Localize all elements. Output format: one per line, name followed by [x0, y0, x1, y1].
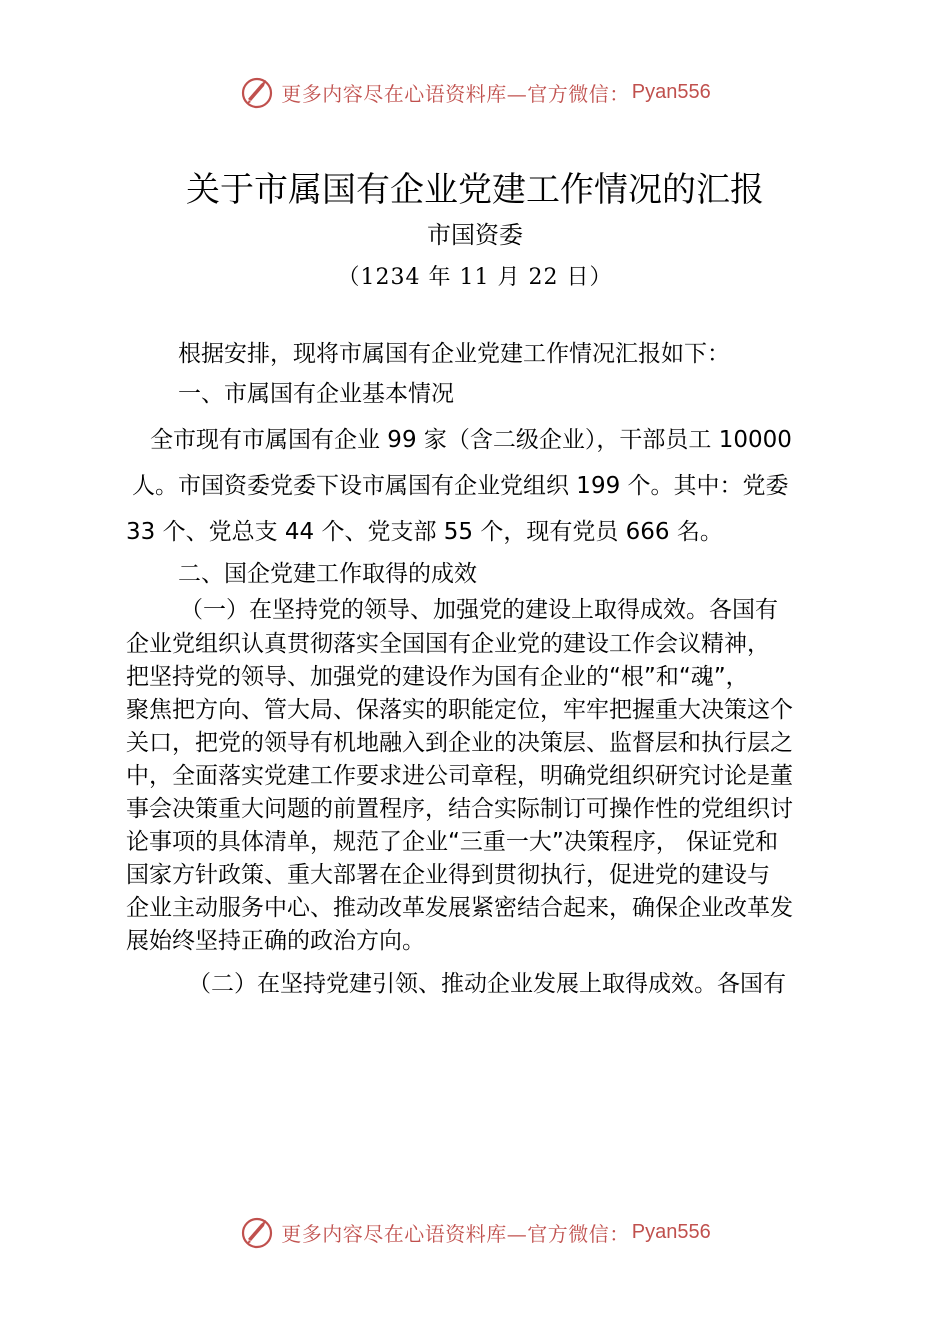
paragraph-line: 论事项的具体清单，规范了企业“三重一大”决策程序， 保证党和 — [126, 829, 779, 855]
paragraph-line: 企业主动服务中心、推动改革发展紧密结合起来，确保企业改革发 — [126, 895, 793, 921]
watermark-banner-top — [0, 72, 950, 112]
paragraph-line: 国家方针政策、重大部署在企业得到贯彻执行，促进党的建设与 — [126, 862, 770, 888]
watermark-text: 更多内容尽在心语资料库—官方微信： — [281, 81, 630, 106]
section-heading-1: 一、市属国有企业基本情况 — [178, 381, 454, 407]
document-organization: 市国资委 — [427, 221, 523, 249]
pen-logo-icon — [239, 74, 275, 110]
watermark-text: 更多内容尽在心语资料库—官方微信： — [281, 1221, 630, 1246]
subsection-heading-2: （二）在坚持党建引领、推动企业发展上取得成效。各国有 — [188, 971, 786, 997]
subsection-heading-1: （一）在坚持党的领导、加强党的建设上取得成效。各国有 — [180, 597, 778, 623]
paragraph-line: 关口，把党的领导有机地融入到企业的决策层、监督层和执行层之 — [126, 730, 793, 756]
document-date: （1234 年 11 月 22 日） — [337, 265, 613, 290]
paragraph-line: 展始终坚持正确的政治方向。 — [126, 928, 425, 954]
paragraph-line: 33 个、党总支 44 个、党支部 55 个，现有党员 666 名。 — [126, 519, 723, 545]
paragraph-line: 企业党组织认真贯彻落实全国国有企业党的建设工作会议精神， — [126, 631, 770, 657]
pen-logo-icon — [239, 1214, 275, 1250]
watermark-wechat-id: Pyan556 — [631, 80, 711, 103]
paragraph-line: 人。市国资委党委下设市属国有企业党组织 199 个。其中：党委 — [132, 473, 789, 499]
section-heading-2: 二、国企党建工作取得的成效 — [178, 561, 477, 587]
paragraph-line: 事会决策重大问题的前置程序，结合实际制订可操作性的党组织讨 — [126, 796, 793, 822]
paragraph-line: 聚焦把方向、管大局、保落实的职能定位，牢牢把握重大决策这个 — [126, 697, 793, 723]
paragraph-line: 全市现有市属国有企业 99 家（含二级企业），干部员工 10000 — [150, 427, 792, 453]
intro-paragraph: 根据安排，现将市属国有企业党建工作情况汇报如下： — [178, 341, 730, 367]
paragraph-line: 把坚持党的领导、加强党的建设作为国有企业的“根”和“魂”， — [126, 664, 749, 690]
paragraph-line: 中，全面落实党建工作要求进公司章程，明确党组织研究讨论是董 — [126, 763, 793, 789]
watermark-wechat-id: Pyan556 — [631, 1220, 711, 1243]
watermark-banner-bottom — [0, 1212, 950, 1252]
document-title: 关于市属国有企业党建工作情况的汇报 — [186, 170, 764, 210]
